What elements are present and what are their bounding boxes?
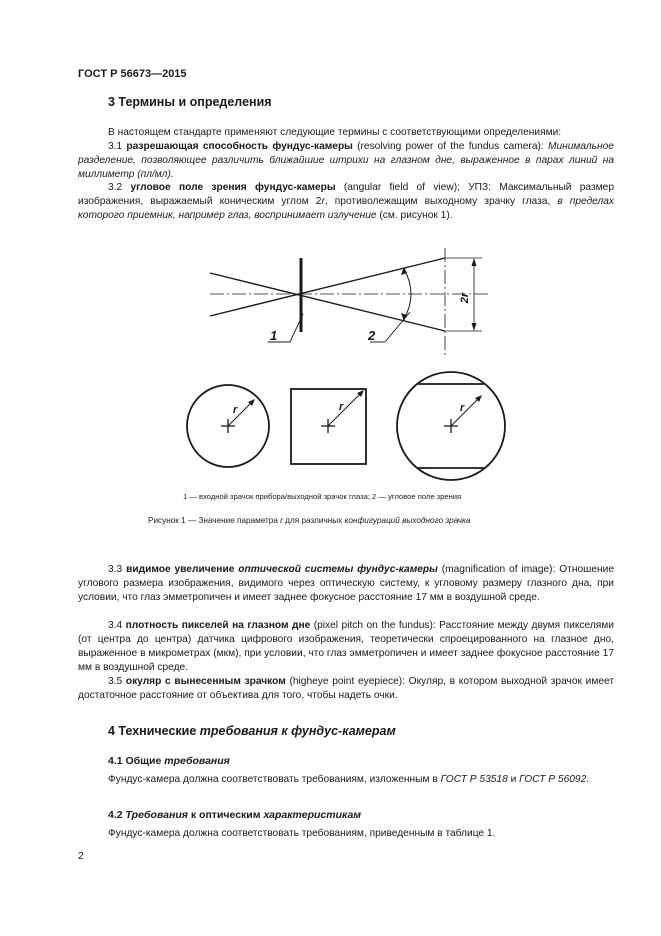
section-4-1-dot: . bbox=[586, 774, 590, 785]
pupil-truncated-r-label: r bbox=[460, 402, 465, 414]
dim-arrow-bottom bbox=[472, 323, 477, 331]
term-name: окуляр с вынесенным зрачком bbox=[125, 676, 286, 687]
term-name-b: оптической системы фундус-камеры bbox=[238, 564, 438, 575]
term-definition-a: , противолежащим выходному зрачку глаза, bbox=[324, 195, 558, 207]
term-definition: Минимальное разделение, позволяющее различить ближайшие штрихи на глазном дне, выраженное в парах линий на миллиметр (пл/мл). bbox=[78, 141, 614, 180]
pupil-square-r-label: r bbox=[339, 401, 344, 413]
term-english: (pixel pitch on the fundus): Расстояние между двумя пикселями (от центра до центра) датчика цифрового изображения, теоретически спроецированного на глазное дно, выраженное в микрометрах (мкм), при условии, что глаз эмметропичен и имеет заднее фокусное расстояние 17 мм в воздушной среде. bbox=[78, 620, 614, 673]
term-number: 3.5 bbox=[108, 676, 123, 687]
term-name: разрешающая способность фундус-камеры bbox=[126, 141, 353, 152]
section-4-1-text-a: Фундус-камера должна соответствовать требованиям, изложенным в bbox=[108, 774, 441, 785]
reference-gost-53518: ГОСТ Р 53518 bbox=[440, 774, 508, 785]
term-number: 3.4 bbox=[108, 620, 123, 631]
caption-r: r bbox=[280, 516, 283, 525]
section-4-1-title-b: требования bbox=[164, 755, 230, 767]
pupil-circle-r-label: r bbox=[233, 404, 238, 416]
term-english: (magnification of image): Отношение углового размера изображения, видимого через оптическую систему, к угловому размеру глазного дна, при условии, что глаз эмметропичен и имеет заднее фокусное расстояние 17 мм в воздушной среде. bbox=[78, 564, 614, 603]
section-3-title: 3 Термины и определения bbox=[108, 95, 272, 109]
section-4-1-and: и bbox=[507, 774, 520, 785]
term-definition-b: (см. рисунок 1). bbox=[376, 209, 453, 221]
term-english: (resolving power of the fundus camera): bbox=[352, 141, 548, 152]
section-3-intro: В настоящем стандарте применяют следующие термины с соответствующими определениями: bbox=[108, 127, 562, 138]
section-4-2-title-b: Требования bbox=[125, 809, 188, 821]
term-name: угловое поле зрения фундус-камеры bbox=[130, 182, 336, 193]
figure-1-caption bbox=[148, 516, 470, 525]
reference-gost-56092: ГОСТ Р 56092 bbox=[519, 774, 587, 785]
pupil-truncated-radius bbox=[451, 397, 480, 426]
section-4-1-text bbox=[78, 773, 614, 787]
pupil-circle-radius bbox=[228, 401, 253, 426]
ray-upper bbox=[210, 258, 445, 316]
figure-1-legend: 1 — входной зрачок прибора/выходной зрачок глаза; 2 — угловое поле зрения bbox=[183, 492, 462, 501]
caption-prefix: Рисунок 1 — Значение параметра bbox=[148, 516, 281, 525]
term-3-5 bbox=[78, 675, 614, 703]
section-4-2-title-c: к оптическим bbox=[187, 809, 264, 821]
document-header: ГОСТ Р 56673—2015 bbox=[78, 68, 187, 80]
section-4-2-title bbox=[108, 809, 361, 821]
section-4-2-title-d: характеристикам bbox=[263, 809, 362, 821]
term-english: (highеye point eyepiece): Окуляр, в котором выходной зрачок имеет достаточное расстояние от объектива для того, чтобы надеть очки. bbox=[78, 676, 614, 701]
term-english: (angular field of view); УПЗ: Максимальный размер изображения, выражаемый коническим углом 2 bbox=[78, 182, 614, 207]
term-number: 3.2 bbox=[108, 182, 123, 193]
term-number: 3.1 bbox=[108, 141, 123, 152]
caption-mid: для различных bbox=[282, 516, 345, 525]
section-4-2-title-a: 4.2 bbox=[108, 809, 126, 821]
term-symbol-r: r bbox=[321, 195, 325, 207]
term-3-4 bbox=[78, 619, 614, 675]
term-number: 3.3 bbox=[108, 564, 123, 575]
page-number: 2 bbox=[78, 851, 84, 862]
section-4-title-a: 4 Технические bbox=[108, 724, 197, 738]
section-4-2-text: Фундус-камера должна соответствовать требованиям, приведенным в таблице 1. bbox=[108, 828, 496, 839]
term-3-3 bbox=[78, 563, 614, 605]
section-4-1-title-a: 4.1 Общие bbox=[108, 755, 165, 767]
term-definition-italic: в пределах которого приемник, например глаз, воспринимает излучение bbox=[78, 195, 615, 221]
section-4-title-b: требования к фундус-камерам bbox=[196, 724, 396, 738]
figure-label-1: 1 bbox=[270, 328, 278, 343]
term-name-a: видимое увеличение bbox=[126, 564, 239, 575]
pupil-square-radius bbox=[328, 392, 362, 426]
term-name: плотность пикселей на глазном дне bbox=[125, 620, 311, 631]
figure-label-2r: 2r bbox=[459, 292, 471, 304]
section-4-1-title bbox=[108, 755, 230, 767]
caption-italic: конфигураций выходного зрачка bbox=[344, 516, 471, 525]
figure-label-2: 2 bbox=[368, 328, 376, 343]
dim-arrow-top bbox=[472, 258, 477, 266]
section-4-title bbox=[108, 724, 396, 738]
